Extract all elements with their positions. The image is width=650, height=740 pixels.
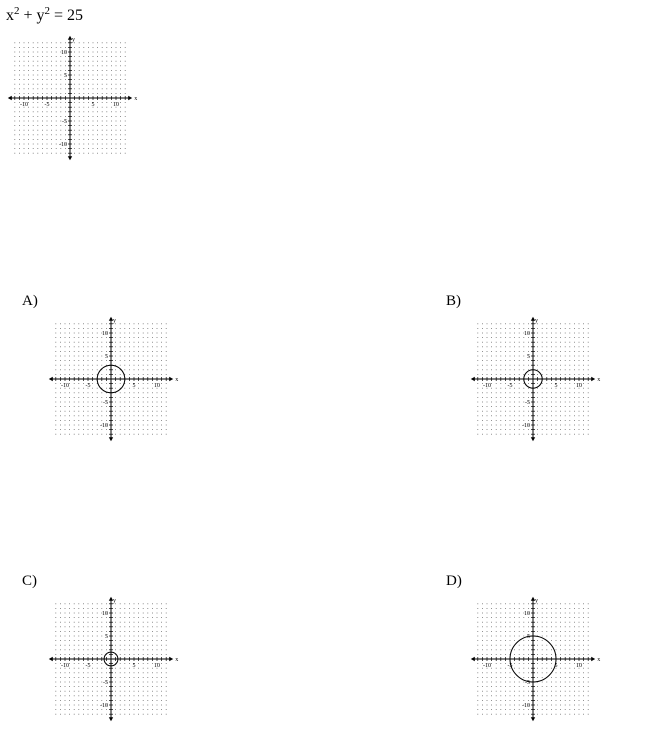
y-tick-label: 5 [527, 354, 530, 360]
choice-b-graph[interactable] [468, 314, 601, 444]
x-tick-label: 5 [91, 102, 95, 108]
x-axis-arrow-left-icon [471, 657, 475, 661]
x-tick-label: -5 [85, 663, 91, 669]
x-tick-label: -5 [507, 663, 513, 669]
x-tick-label: 5 [554, 663, 558, 669]
x-axis-label: x [597, 657, 601, 663]
equation-exponent-y: 2 [44, 5, 51, 17]
choice-b-label[interactable]: B) [446, 293, 461, 309]
y-tick-label: -5 [62, 119, 67, 125]
choice-d-label[interactable]: D) [446, 573, 462, 589]
equation-var-y: y [36, 7, 45, 24]
x-axis-arrow-right-icon [591, 657, 595, 661]
x-axis-arrow-left-icon [49, 377, 53, 381]
x-tick-label: -10 [483, 383, 491, 389]
x-tick-label: 10 [576, 383, 582, 389]
y-tick-label: 5 [105, 634, 108, 640]
choice-c-label[interactable]: C) [22, 573, 37, 589]
choice-d-graph[interactable] [468, 594, 601, 724]
y-tick-label: 5 [105, 354, 108, 360]
x-axis-arrow-right-icon [128, 96, 132, 100]
x-axis-arrow-right-icon [169, 657, 173, 661]
x-tick-label: -10 [20, 102, 28, 108]
equation-var-x: x [6, 7, 14, 24]
y-axis-label: y [535, 597, 538, 604]
y-tick-label: 10 [102, 611, 108, 617]
x-tick-label: -5 [85, 383, 91, 389]
x-axis-label: x [597, 377, 601, 383]
x-tick-label: 10 [113, 102, 119, 108]
x-tick-label: -5 [44, 102, 50, 108]
y-axis-arrow-down-icon [531, 437, 535, 441]
y-axis-arrow-down-icon [109, 717, 113, 721]
y-axis-label: y [535, 317, 538, 324]
x-tick-label: 10 [154, 383, 160, 389]
y-axis-arrow-down-icon [68, 156, 72, 160]
y-tick-label: 10 [61, 50, 67, 56]
y-tick-label: -10 [522, 703, 530, 709]
y-tick-label: 10 [524, 331, 530, 337]
y-tick-label: -10 [522, 423, 530, 429]
y-axis-label: y [113, 317, 116, 324]
x-axis-arrow-right-icon [169, 377, 173, 381]
equation-plus: + [19, 7, 37, 24]
choice-c-graph[interactable] [46, 594, 179, 724]
x-tick-label: 5 [554, 383, 558, 389]
choice-a-label[interactable]: A) [22, 293, 38, 309]
y-tick-label: -5 [103, 680, 108, 686]
y-tick-label: -5 [525, 400, 530, 406]
question-equation [6, 6, 83, 26]
x-tick-label: 5 [132, 663, 136, 669]
x-axis-arrow-left-icon [471, 377, 475, 381]
y-axis-arrow-down-icon [531, 717, 535, 721]
y-tick-label: -5 [103, 400, 108, 406]
y-tick-label: 10 [102, 331, 108, 337]
x-tick-label: 5 [132, 383, 136, 389]
question-graph[interactable] [5, 33, 138, 163]
x-tick-label: -10 [61, 663, 69, 669]
x-axis-arrow-left-icon [49, 657, 53, 661]
y-axis-label: y [113, 597, 116, 604]
x-tick-label: 10 [154, 663, 160, 669]
x-tick-label: -10 [61, 383, 69, 389]
y-tick-label: -10 [100, 703, 108, 709]
y-tick-label: -5 [525, 680, 530, 686]
y-tick-label: 5 [527, 634, 530, 640]
x-axis-arrow-right-icon [591, 377, 595, 381]
y-tick-label: -10 [100, 423, 108, 429]
equation-rhs: = 25 [50, 7, 84, 24]
x-axis-label: x [134, 96, 138, 102]
choice-a-graph[interactable] [46, 314, 179, 444]
x-axis-label: x [175, 377, 179, 383]
x-tick-label: -5 [507, 383, 513, 389]
equation-exponent-x: 2 [14, 5, 20, 17]
y-tick-label: 10 [524, 611, 530, 617]
y-tick-label: -10 [59, 142, 67, 148]
y-axis-label: y [72, 36, 75, 43]
x-tick-label: 10 [576, 663, 582, 669]
x-axis-arrow-left-icon [8, 96, 12, 100]
y-tick-label: 5 [64, 73, 67, 79]
x-axis-label: x [175, 657, 179, 663]
x-tick-label: -10 [483, 663, 491, 669]
y-axis-arrow-down-icon [109, 437, 113, 441]
